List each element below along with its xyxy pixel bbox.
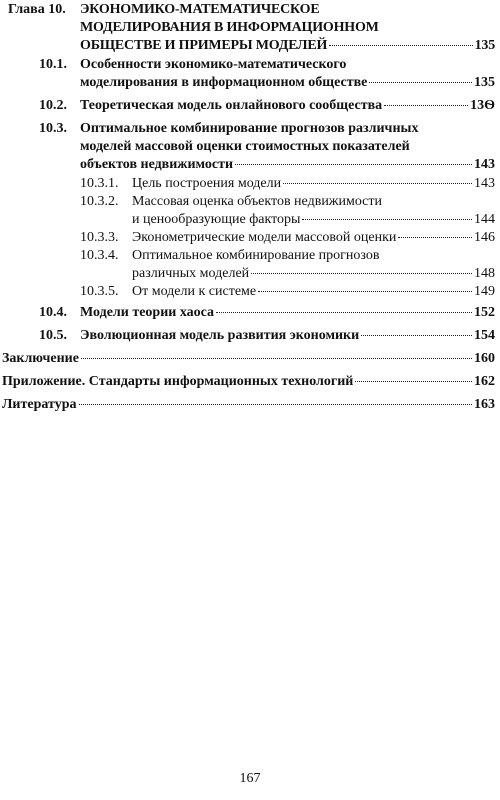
leader-dots (355, 380, 472, 382)
subsection-line (132, 283, 495, 301)
subsection-line (132, 247, 495, 265)
chapter-title-text-3: ОБЩЕСТВЕ И ПРИМЕРЫ МОДЕЛЕЙ (80, 38, 328, 53)
subsection-number: 10.3.1. (80, 176, 119, 191)
back-matter-title: Приложение. Стандарты информационных технологий (2, 374, 354, 389)
subsection-title-text: Эконометрические модели массовой оценки (132, 230, 397, 245)
subsection-line (132, 193, 495, 211)
section-title-text: Оптимальное комбинирование прогнозов различных (80, 121, 419, 136)
chapter-title-text-1: ЭКОНОМИКО-МАТЕМАТИЧЕСКОЕ (80, 2, 320, 17)
section-title-text: моделирования в информационном обществе (80, 75, 368, 90)
leader-dots (79, 403, 473, 405)
chapter-label: Глава 10. (8, 2, 66, 17)
section-number: 10.1. (39, 57, 67, 72)
page-number: 144 (474, 212, 495, 227)
section-line (80, 327, 495, 345)
page-number: 160 (474, 351, 495, 366)
section-line (80, 156, 495, 174)
section-line (80, 120, 495, 138)
subsection-title-text: различных моделей (132, 266, 250, 281)
leader-dots (258, 290, 472, 292)
page-number: 146 (474, 230, 495, 245)
subsection-line (132, 265, 495, 283)
subsection-number: 10.3.2. (80, 194, 119, 209)
subsection-title-text: От модели к системе (132, 284, 257, 299)
section-number: 10.3. (39, 121, 67, 136)
section-line (80, 74, 495, 92)
subsection-title-text: и ценообразующие факторы (132, 212, 301, 227)
section-line (80, 138, 495, 156)
section-title-text: объектов недвижимости (80, 157, 234, 172)
page-number: 143 (474, 157, 495, 172)
section-title-text: Эволюционная модель развития экономики (80, 328, 360, 343)
leader-dots (81, 357, 472, 359)
section-number: 10.2. (39, 98, 67, 113)
section-line (80, 97, 495, 115)
leader-dots (251, 272, 472, 274)
page-folio: 167 (239, 771, 261, 786)
page-number: 143 (474, 176, 495, 191)
leader-dots (283, 182, 472, 184)
leader-dots (235, 163, 472, 165)
chapter-title-line (80, 1, 495, 19)
subsection-number: 10.3.5. (80, 284, 119, 299)
subsection-line (132, 229, 495, 247)
section-title-text: моделей массовой оценки стоимостных показателей (80, 139, 410, 154)
section-title-text: Особенности экономико-математического (80, 57, 347, 72)
leader-dots (384, 104, 468, 106)
leader-dots (302, 218, 472, 220)
section-line (80, 56, 495, 74)
back-matter-line (2, 350, 495, 368)
page-number: 135 (474, 38, 495, 53)
page-number: 152 (474, 305, 495, 320)
page-number: 149 (474, 284, 495, 299)
leader-dots (329, 44, 472, 46)
subsection-title-text: Массовая оценка объектов недвижимости (132, 194, 383, 209)
chapter-title-text-2: МОДЕЛИРОВАНИЯ В ИНФОРМАЦИОННОМ (80, 20, 379, 35)
section-title-text: Теоретическая модель онлайнового сообщества (80, 98, 383, 113)
chapter-title-line (80, 19, 495, 37)
section-line (80, 304, 495, 322)
section-title-text: Модели теории хаоса (80, 305, 215, 320)
page-number: 13Ѳ (470, 98, 495, 113)
subsection-title-text: Цель построения модели (132, 176, 282, 191)
page-number: 148 (474, 266, 495, 281)
leader-dots (398, 236, 472, 238)
back-matter-line (2, 373, 495, 391)
back-matter-title: Заключение (2, 351, 79, 366)
page-number: 135 (474, 75, 495, 90)
back-matter-line (2, 396, 495, 414)
subsection-number: 10.3.4. (80, 248, 119, 263)
leader-dots (369, 81, 472, 83)
section-number: 10.5. (39, 328, 67, 343)
subsection-line (132, 211, 495, 229)
page-number: 154 (474, 328, 495, 343)
chapter-title-line (80, 37, 495, 55)
back-matter-title: Литература (2, 397, 77, 412)
page-number: 163 (474, 397, 495, 412)
leader-dots (216, 311, 472, 313)
leader-dots (361, 334, 472, 336)
page-number: 162 (474, 374, 495, 389)
section-number: 10.4. (39, 305, 67, 320)
subsection-title-text: Оптимальное комбинирование прогнозов (132, 248, 380, 263)
subsection-line (132, 175, 495, 193)
subsection-number: 10.3.3. (80, 230, 119, 245)
